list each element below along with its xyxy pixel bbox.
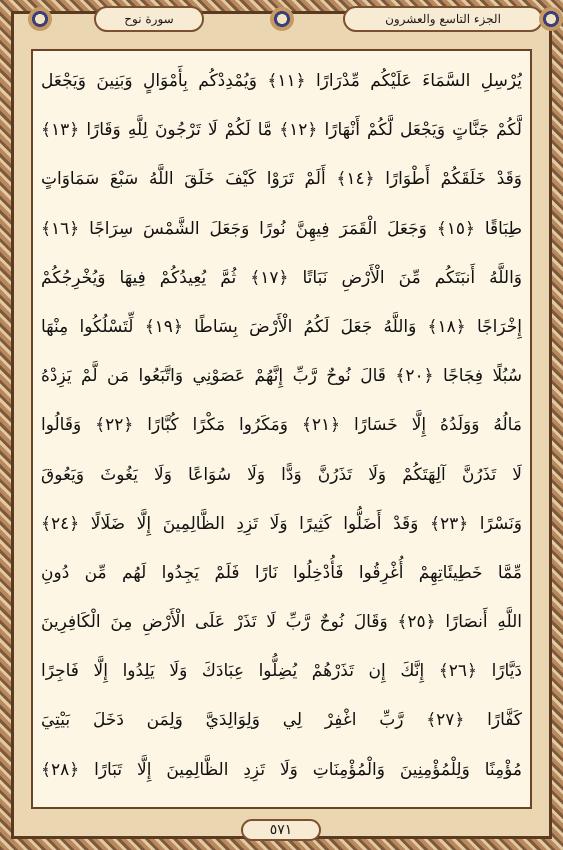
text-line-12: اللَّهِ أَنصَارًا ﴿٢٥﴾ وَقَالَ نُوحٌ رَّبِّ لَا تَذَرْ عَلَى الْأَرْضِ مِنَ الْكَافِرِينَ [41,612,522,633]
page-number: ٥٧١ [241,819,321,841]
text-line-4: طِبَاقًا ﴿١٥﴾ وَجَعَلَ الْقَمَرَ فِيهِنَّ نُورًا وَجَعَلَ الشَّمْسَ سِرَاجًا ﴿١٦﴾ [41,218,522,239]
text-line-15: مُؤْمِنًا وَلِلْمُؤْمِنِينَ وَالْمُؤْمِنَاتِ وَلَا تَزِدِ الظَّالِمِينَ إِلَّا تَبَارًا ﴿٢٨﴾ [41,759,522,780]
text-line-5: وَاللَّهُ أَنبَتَكُم مِّنَ الْأَرْضِ نَبَاتًا ﴿١٧﴾ ثُمَّ يُعِيدُكُمْ فِيهَا وَيُخْرِجُكُمْ [41,267,522,288]
quran-text-panel [31,49,532,809]
text-line-7: سُبُلًا فِجَاجًا ﴿٢٠﴾ قَالَ نُوحٌ رَّبِّ إِنَّهُمْ عَصَوْنِي وَاتَّبَعُوا مَن لَّمْ يَزِدْهُ [41,366,522,387]
text-line-3: وَقَدْ خَلَقَكُمْ أَطْوَارًا ﴿١٤﴾ أَلَمْ تَرَوْا كَيْفَ خَلَقَ اللَّهُ سَبْعَ سَمَاوَاتٍ [41,169,522,190]
text-line-1: يُرْسِلِ السَّمَاءَ عَلَيْكُم مِّدْرَارًا ﴿١١﴾ وَيُمْدِدْكُم بِأَمْوَالٍ وَبَنِينَ وَيَجْعَل [41,71,522,91]
text-line-6: إِخْرَاجًا ﴿١٨﴾ وَاللَّهُ جَعَلَ لَكُمُ الْأَرْضَ بِسَاطًا ﴿١٩﴾ لِّتَسْلُكُوا مِنْهَا [41,316,522,337]
text-line-10: وَنَسْرًا ﴿٢٣﴾ وَقَدْ أَضَلُّوا كَثِيرًا وَلَا تَزِدِ الظَّالِمِينَ إِلَّا ضَلَالًا ﴿٢٤﴾ [41,513,522,534]
juz-title: الجزء التاسع والعشرون [343,6,543,32]
text-line-13: دَيَّارًا ﴿٢٦﴾ إِنَّكَ إِن تَذَرْهُمْ يُضِلُّوا عِبَادَكَ وَلَا يَلِدُوا إِلَّا فَاجِرًا [41,661,522,682]
medallion-ornament-left [28,7,52,31]
medallion-ornament-center [270,7,294,31]
text-line-11: مِّمَّا خَطِيئَاتِهِمْ أُغْرِقُوا فَأُدْخِلُوا نَارًا فَلَمْ يَجِدُوا لَهُم مِّن دُونِ [41,562,522,583]
text-line-2: لَّكُمْ جَنَّاتٍ وَيَجْعَل لَّكُمْ أَنْهَارًا ﴿١٢﴾ مَّا لَكُمْ لَا تَرْجُونَ لِلَّهِ وَقَارًا ﴿١٣﴾ [41,120,522,141]
medallion-ornament-right [539,7,563,31]
text-line-9: لَا تَذَرُنَّ آلِهَتَكُمْ وَلَا تَذَرُنَّ وَدًّا وَلَا سُوَاعًا وَلَا يَغُوثَ وَيَعُوقَ [41,464,522,485]
text-line-14: كَفَّارًا ﴿٢٧﴾ رَّبِّ اغْفِرْ لِي وَلِوَالِدَيَّ وَلِمَن دَخَلَ بَيْتِيَ [41,710,522,731]
text-line-8: مَالُهُ وَوَلَدُهُ إِلَّا خَسَارًا ﴿٢١﴾ وَمَكَرُوا مَكْرًا كُبَّارًا ﴿٢٢﴾ وَقَالُوا [41,415,522,436]
text-lines [41,57,522,801]
surah-title: سورة نوح [94,6,204,32]
page-header [14,4,549,34]
